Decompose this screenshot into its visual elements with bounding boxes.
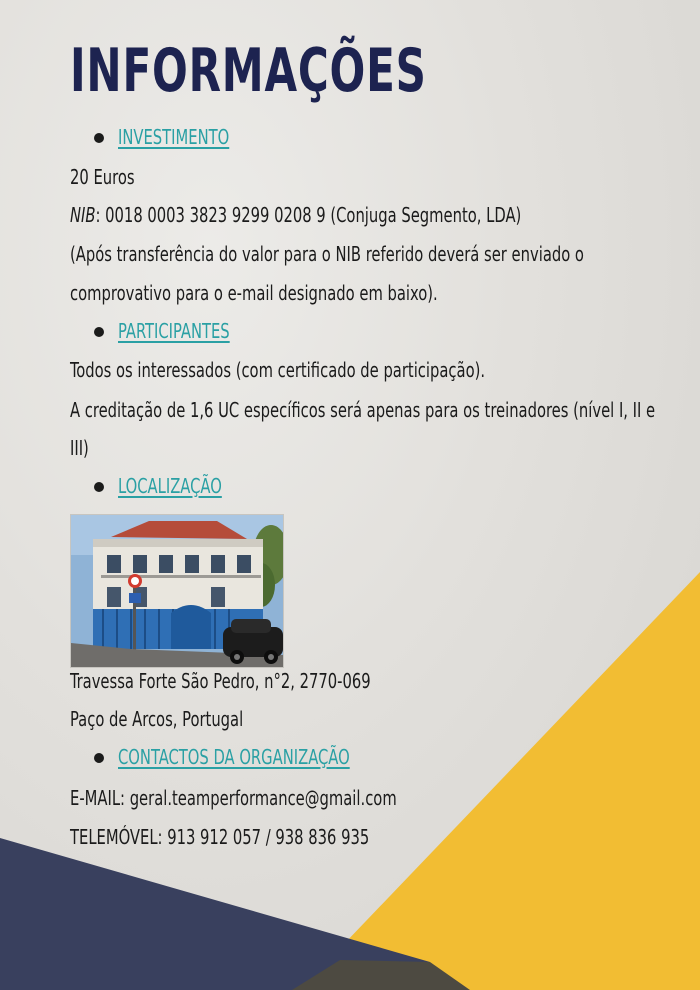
nib-line [70,203,521,227]
address-line2: Paço de Arcos, Portugal [70,707,244,731]
page-title: INFORMAÇÕES [70,36,427,106]
bullet-localizacao [94,482,104,492]
price-text: 20 Euros [70,165,135,189]
participantes-line3: III) [70,436,89,460]
bullet-contactos [94,753,104,763]
yellow-triangle [300,572,700,990]
transfer-note-line1: (Após transferência do valor para o NIB referido deverá ser enviado o [70,242,584,266]
building-photo [70,514,284,668]
heading-investimento[interactable]: INVESTIMENTO [118,125,230,149]
nib-label: NIB [70,203,96,227]
heading-participantes[interactable]: PARTICIPANTES [118,319,230,343]
participantes-line2: A creditação de 1,6 UC específicos será apenas para os treinadores (nível I, II e [70,398,656,422]
address-line1: Travessa Forte São Pedro, n°2, 2770-069 [70,669,371,693]
participantes-line1: Todos os interessados (com certificado de participação). [70,358,486,382]
transfer-note-line2: comprovativo para o e-mail designado em baixo). [70,281,438,305]
email-line[interactable]: E-MAIL: geral.teamperformance@gmail.com [70,786,397,810]
bullet-investimento [94,133,104,143]
bullet-participantes [94,327,104,337]
heading-contactos[interactable]: CONTACTOS DA ORGANIZAÇÃO [118,745,350,769]
nib-value: : 0018 0003 3823 9299 0208 9 (Conjuga Segmento, LDA) [95,203,522,227]
heading-localizacao[interactable]: LOCALIZAÇÃO [118,474,222,498]
phone-line[interactable]: TELEMÓVEL: 913 912 057 / 938 836 935 [70,825,370,849]
